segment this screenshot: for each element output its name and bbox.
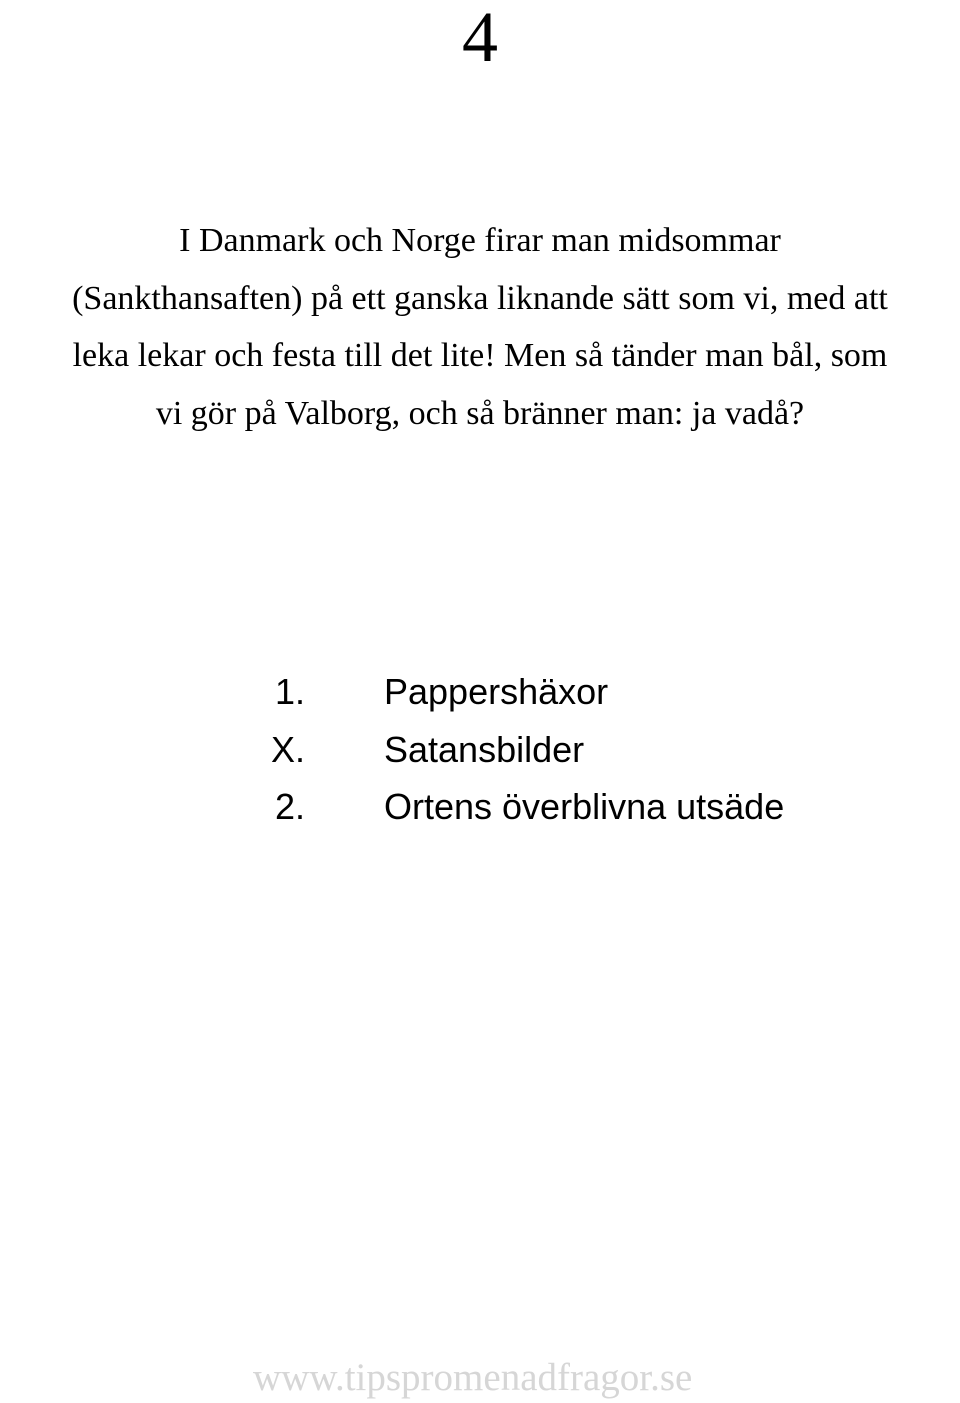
option-text: Pappershäxor [384,671,609,712]
question-line: (Sankthansaften) på ett ganska liknande sätt som vi, med att [72,279,888,317]
answer-options [0,663,960,836]
option-key: 2. [274,786,305,827]
answer-option-x [0,721,960,779]
question-text [0,212,960,442]
answer-option-1 [0,663,960,721]
footer-url: www.tipspromenadfragor.se [253,1356,693,1399]
option-text: Satansbilder [384,728,585,770]
answer-option-2 [0,778,960,836]
option-text: Ortens överblivna utsäde [384,786,785,827]
option-key: 1. [274,671,305,712]
question-line: vi gör på Valborg, och så bränner man: ja vadå? [155,394,805,432]
question-line: leka lekar och festa till det lite! Men så tänder man bål, som [72,337,888,374]
option-key: X. [270,728,305,770]
question-line: I Danmark och Norge firar man midsommar [179,222,781,259]
page-number: 4 [462,0,498,77]
